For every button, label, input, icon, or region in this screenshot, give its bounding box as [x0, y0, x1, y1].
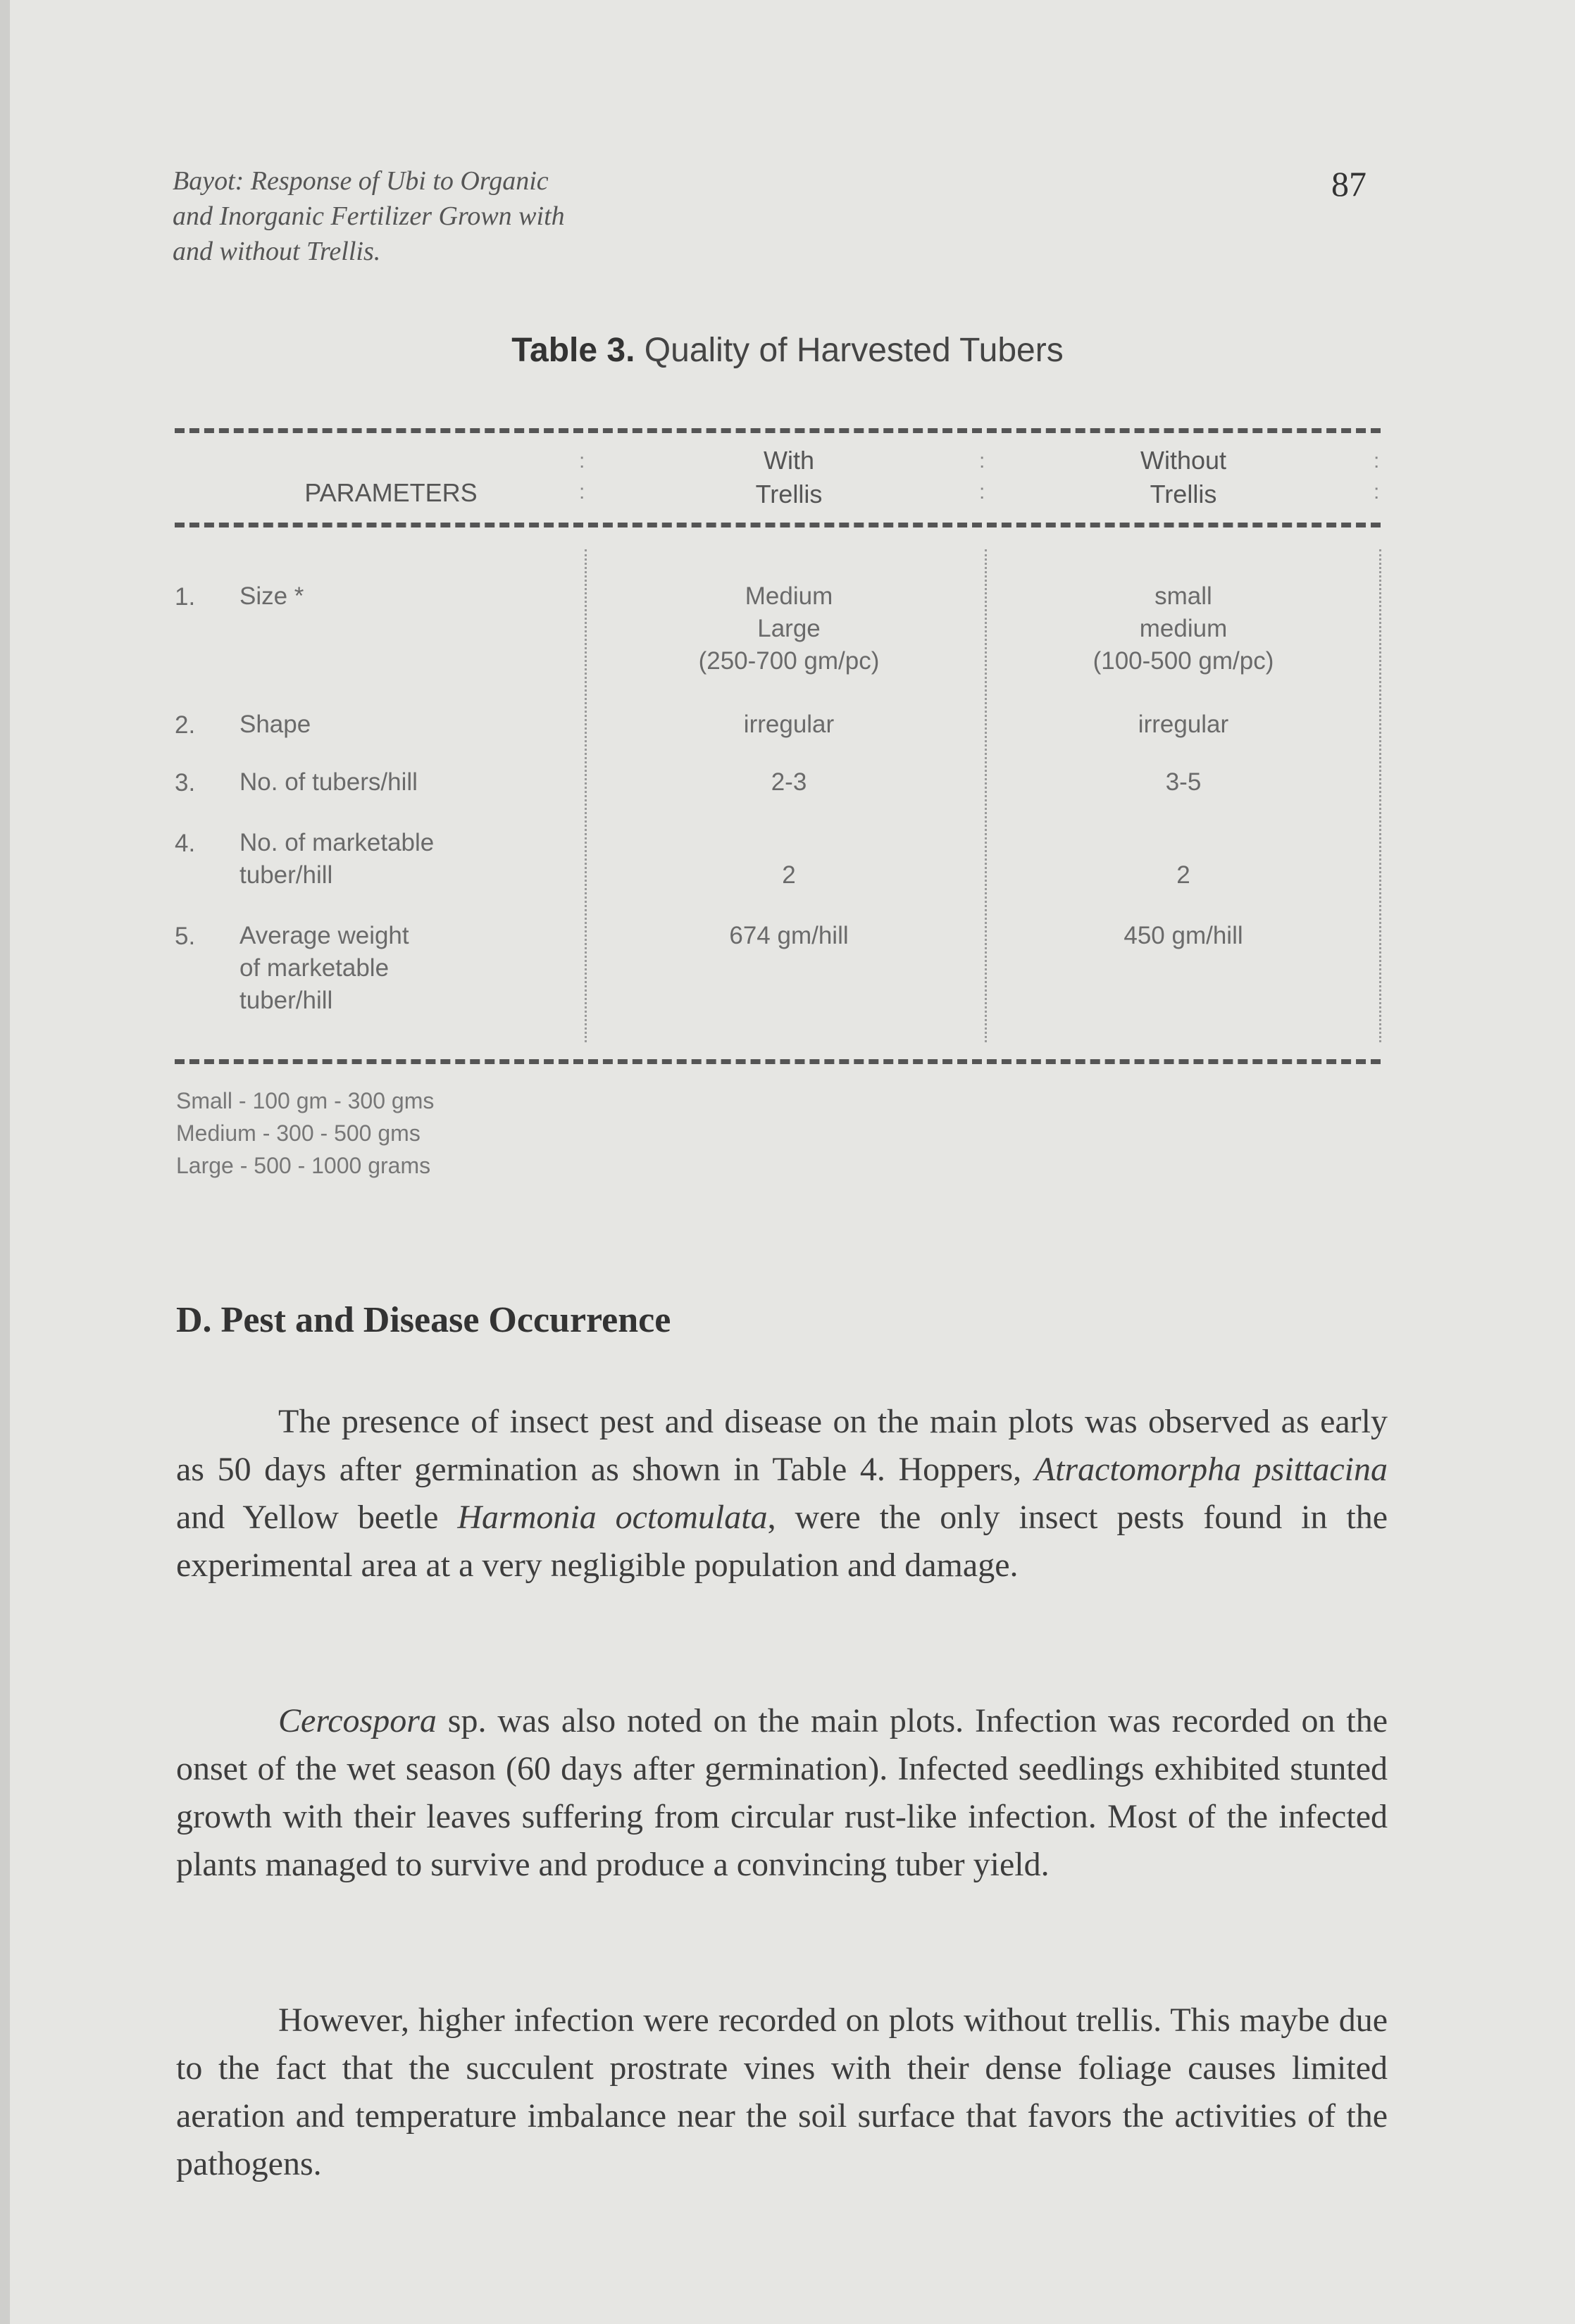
- cell-line: (100-500 gm/pc): [1092, 647, 1274, 675]
- column-separator: :: [579, 480, 585, 504]
- row-without-trellis-value: [1028, 580, 1338, 677]
- column-divider: [985, 549, 987, 1042]
- row-parameter-line: Shape: [239, 711, 311, 738]
- row-parameter-line: tuber/hill: [239, 987, 333, 1014]
- row-without-trellis-value: [1028, 859, 1338, 892]
- header-with-trellis: [634, 444, 944, 511]
- text-run: and Yellow beetle: [176, 1499, 458, 1536]
- row-parameter-line: tuber/hill: [239, 861, 333, 889]
- column-separator: :: [979, 480, 985, 504]
- row-number: 1.: [175, 583, 196, 611]
- column-separator: :: [579, 449, 585, 473]
- cell-line: Large: [757, 615, 821, 642]
- running-head-line: and without Trellis.: [173, 237, 381, 266]
- row-without-trellis-value: [1028, 766, 1338, 799]
- row-parameter-line: Average weight: [239, 922, 409, 949]
- cell-line: medium: [1139, 615, 1228, 642]
- cell-line: small: [1154, 582, 1212, 610]
- header-line: Trellis: [755, 480, 823, 508]
- table-caption-label: Table 3.: [511, 332, 635, 369]
- cell-line: irregular: [1138, 711, 1229, 738]
- paragraph-disease: [176, 1697, 1388, 1889]
- footnote-line: Medium - 300 - 500 gms: [176, 1120, 421, 1146]
- header-line: Trellis: [1150, 480, 1217, 508]
- row-with-trellis-value: [634, 708, 944, 741]
- text-run: , were the only insect pests found in the experimental area at a very negligible population and damage.: [176, 1499, 1388, 1584]
- cell-line: 2: [1176, 861, 1190, 889]
- running-head-line: and Inorganic Fertilizer Grown with: [173, 201, 565, 231]
- row-parameter: [239, 708, 578, 741]
- page-number: 87: [1331, 164, 1367, 204]
- table-header-rule: [175, 523, 1381, 527]
- species-name: Harmonia octomulata: [457, 1499, 768, 1536]
- running-head: [173, 163, 736, 269]
- cell-line: 3-5: [1165, 768, 1202, 796]
- text-run: sp. was also noted on the main plots. Infection was recorded on the onset of the wet season (60 days after germination). Infected seedlings exhibited stunted growth with their leaves suffering from circular rust-like infection. Most of the infected plants managed to survive and produce a convincing tuber yield.: [176, 1702, 1388, 1883]
- cell-line: 450 gm/hill: [1123, 922, 1243, 949]
- table-caption-text: Quality of Harvested Tubers: [644, 332, 1064, 369]
- running-head-line: Bayot: Response of Ubi to Organic: [173, 166, 549, 196]
- row-with-trellis-value: [634, 766, 944, 799]
- table-top-rule: [175, 428, 1381, 433]
- row-parameter: [239, 580, 578, 613]
- row-with-trellis-value: [634, 920, 944, 952]
- species-name: Cercospora: [278, 1702, 437, 1739]
- row-without-trellis-value: [1028, 920, 1338, 952]
- paragraph-infection: However, higher infection were recorded on plots without trellis. This maybe due to the fact that the succulent prostrate vines with their dense foliage causes limited aeration and temperature imbalance near the soil surface that favors the activities of the pathogens.: [176, 2001, 1388, 2182]
- row-parameter: [239, 766, 578, 799]
- cell-line: 2-3: [771, 768, 807, 796]
- row-number: 2.: [175, 711, 196, 739]
- header-line: Without: [1140, 446, 1227, 475]
- footnote-line: Large - 500 - 1000 grams: [176, 1153, 431, 1178]
- cell-line: 2: [782, 861, 796, 889]
- row-number: 5.: [175, 923, 196, 950]
- cell-line: Medium: [745, 582, 833, 610]
- row-with-trellis-value: [634, 580, 944, 677]
- table-caption: [0, 331, 1575, 370]
- row-parameter-line: No. of marketable: [239, 829, 435, 856]
- column-divider: [585, 549, 587, 1042]
- species-name: Atractomorpha psittacina: [1034, 1451, 1388, 1488]
- row-with-trellis-value: [634, 859, 944, 892]
- cell-line: 674 gm/hill: [729, 922, 849, 949]
- table-bottom-rule: [175, 1059, 1381, 1064]
- row-parameter-line: Size *: [239, 582, 304, 610]
- row-parameter: [239, 920, 578, 1017]
- column-separator: :: [979, 449, 985, 473]
- footnote-line: Small - 100 gm - 300 gms: [176, 1088, 435, 1113]
- section-heading: D. Pest and Disease Occurrence: [176, 1300, 671, 1340]
- row-number: 3.: [175, 769, 196, 796]
- cell-line: (250-700 gm/pc): [698, 647, 880, 675]
- column-separator: :: [1374, 449, 1380, 473]
- cell-line: irregular: [743, 711, 835, 738]
- column-divider: [1379, 549, 1381, 1042]
- row-parameter: [239, 827, 578, 892]
- header-parameters: PARAMETERS: [304, 478, 478, 507]
- row-parameter-line: No. of tubers/hill: [239, 768, 418, 796]
- header-line: With: [764, 446, 814, 475]
- paragraph-pests: [176, 1398, 1388, 1589]
- column-separator: :: [1374, 480, 1380, 504]
- text-run: The presence of insect pest and disease on the main plots was observed as early as 50 days after germination as shown in Table 4. Hoppers,: [176, 1403, 1388, 1488]
- row-parameter-line: of marketable: [239, 954, 390, 982]
- table-footnotes: [176, 1085, 434, 1182]
- row-number: 4.: [175, 830, 196, 857]
- header-without-trellis: [1028, 444, 1338, 511]
- row-without-trellis-value: [1028, 708, 1338, 741]
